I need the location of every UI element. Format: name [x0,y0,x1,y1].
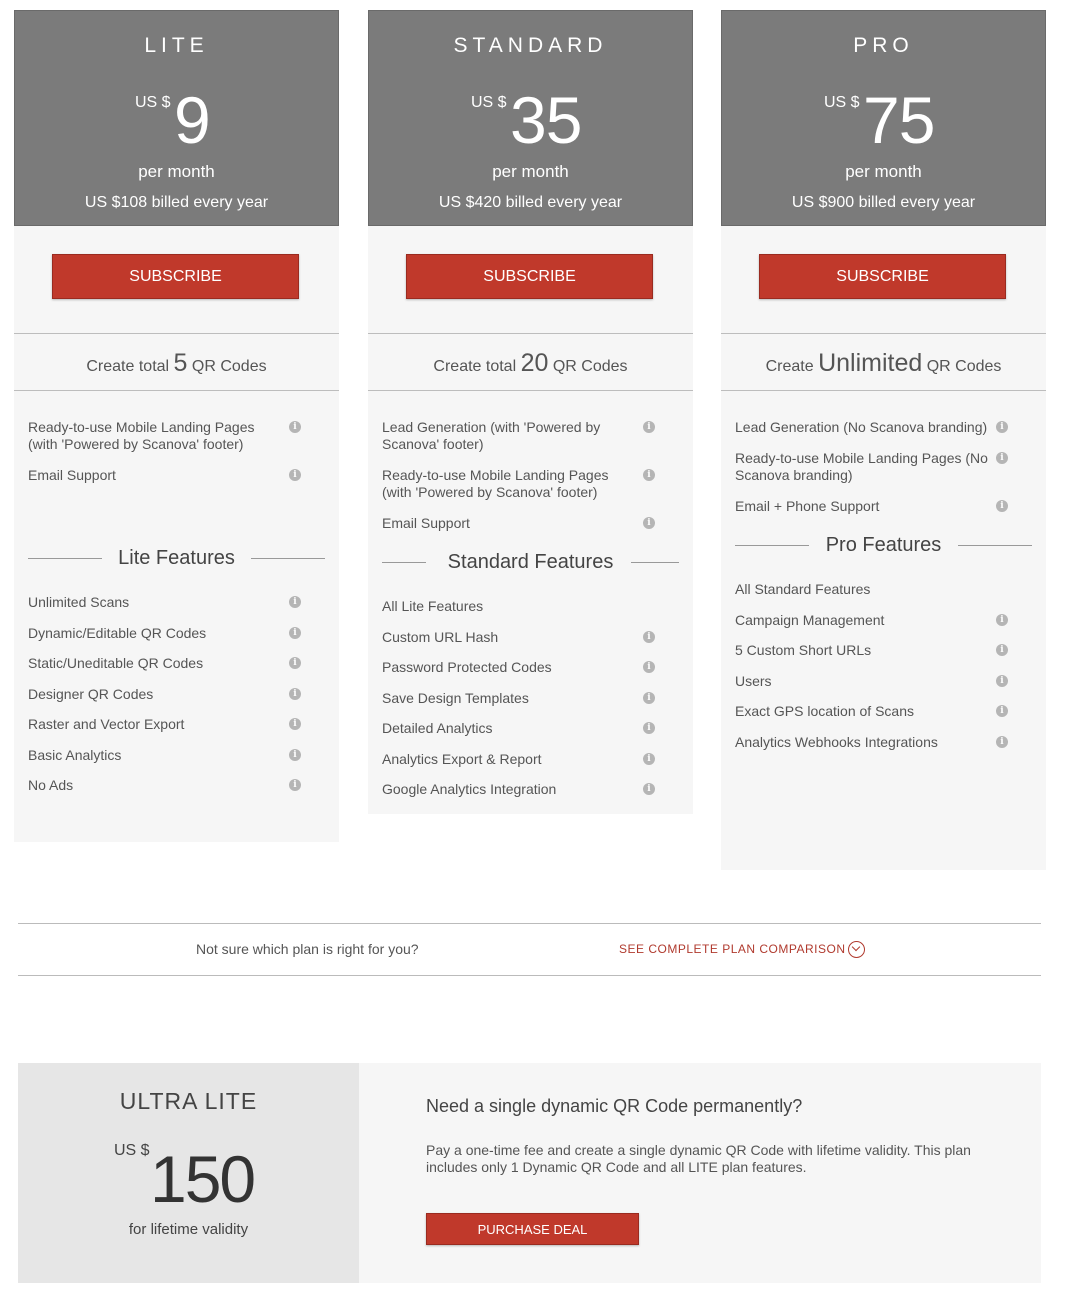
feature-label: Users [735,672,772,689]
price-amount: 9 [174,83,210,157]
feature-item [28,716,325,733]
feature-label: Unlimited Scans [28,594,130,610]
info-icon[interactable]: i [643,783,655,795]
feature-item [382,467,679,501]
features-section-title [721,533,1046,557]
price [721,83,1046,158]
feature-item [382,751,679,768]
features-section-title [368,550,693,574]
feature-item [735,612,1032,629]
plan-name: LITE [144,34,209,57]
info-icon[interactable]: i [289,627,301,639]
info-icon[interactable]: i [996,705,1008,717]
feature-label: Static/Uneditable QR Codes [28,655,204,671]
qr-code-quota [14,334,339,391]
info-icon[interactable]: i [289,657,301,669]
quota-suffix: QR Codes [926,358,1002,375]
feature-item [28,419,325,453]
comparison-question: Not sure which plan is right for you? [196,941,419,957]
feature-label: Ready-to-use Mobile Landing Pages (with 'Powered by Scanova' footer) [28,419,255,452]
feature-item [735,703,1032,720]
plan-card-standard [368,10,693,814]
info-icon[interactable]: i [289,718,301,730]
feature-item [28,747,325,764]
feature-label: Email + Phone Support [735,498,880,514]
quota-count: Unlimited [818,349,923,377]
feature-label: Lead Generation (No Scanova branding) [735,419,988,435]
info-icon[interactable]: i [289,421,301,433]
price-amount: 75 [863,83,935,157]
ultra-lite-panel [18,1063,1041,1283]
info-icon[interactable]: i [996,675,1008,687]
feature-item [28,686,325,703]
feature-label: Lead Generation (with 'Powered by Scanova' footer) [382,419,601,452]
feature-item [382,515,679,532]
feature-label: Analytics Export & Report [382,750,542,767]
price-period: per month [138,162,215,181]
billing-note: US $900 billed every year [791,194,976,211]
plan-name: STANDARD [453,34,608,57]
divider-line [28,558,102,559]
purchase-deal-button[interactable]: PURCHASE DEAL [426,1213,639,1245]
feature-label: Detailed Analytics [382,720,493,736]
price-amount: 35 [510,83,582,157]
feature-label: Designer QR Codes [28,685,154,702]
price [14,83,339,158]
info-icon[interactable]: i [996,500,1008,512]
base-feature-list [721,391,1046,515]
price-currency: US $ [471,94,507,111]
info-icon[interactable]: i [643,722,655,734]
info-icon[interactable]: i [289,596,301,608]
feature-item [735,673,1032,690]
feature-label: Raster and Vector Export [28,716,185,732]
divider-line [958,545,1032,546]
qr-code-quota [721,334,1046,391]
ultra-lite-heading: Need a single dynamic QR Code permanently? [426,1096,803,1116]
divider-line [631,562,679,563]
ultra-lite-description: Pay a one-time fee and create a single dynamic QR Code with lifetime validity. This plan includes only 1 Dynamic QR Code and all LITE plan features. [426,1142,971,1175]
info-icon[interactable]: i [996,644,1008,656]
plan-comparison-bar [18,923,1041,976]
feature-label: Ready-to-use Mobile Landing Pages (with 'Powered by Scanova' footer) [382,467,609,500]
subscribe-area [14,226,339,334]
plan-header [721,10,1046,226]
feature-item [28,594,325,611]
feature-item [382,781,679,798]
price-currency: US $ [114,1142,150,1159]
info-icon[interactable]: i [289,469,301,481]
divider-line [382,562,426,563]
feature-item [382,720,679,737]
feature-item [735,450,1032,484]
feature-label: Campaign Management [735,611,885,628]
feature-item [735,642,1032,659]
info-icon[interactable]: i [289,749,301,761]
subscribe-button[interactable]: SUBSCRIBE [52,254,299,299]
quota-count: 20 [520,349,549,377]
quota-prefix: Create [765,358,814,375]
info-icon[interactable]: i [643,469,655,481]
feature-item [28,467,325,484]
quota-prefix: Create total [86,358,170,375]
quota-suffix: QR Codes [552,358,628,375]
feature-label: All Lite Features [382,598,484,614]
feature-label: Custom URL Hash [382,628,499,645]
plan-name: PRO [853,34,914,57]
plan-header [14,10,339,226]
quota-suffix: QR Codes [191,358,267,375]
info-icon[interactable]: i [643,753,655,765]
feature-label: Email Support [382,515,470,531]
divider-line [735,545,809,546]
subscribe-button[interactable]: SUBSCRIBE [406,254,653,299]
plan-feature-list [721,557,1046,751]
feature-item [382,598,679,615]
price-period: per month [492,162,569,181]
plan-name: ULTRA LITE [119,1088,258,1114]
info-icon[interactable]: i [643,631,655,643]
ultra-lite-price-box [18,1063,359,1283]
see-comparison-link[interactable]: SEE COMPLETE PLAN COMPARISON [619,942,846,956]
base-feature-list [368,391,693,532]
qr-code-quota [368,334,693,391]
plan-card-lite [14,10,339,842]
base-feature-list [14,391,339,484]
info-icon[interactable]: i [996,614,1008,626]
feature-label: Exact GPS location of Scans [735,703,914,719]
features-title: Lite Features [118,547,235,569]
feature-item [382,690,679,707]
info-icon[interactable]: i [289,688,301,700]
feature-label: All Standard Features [735,581,871,597]
info-icon[interactable]: i [643,421,655,433]
feature-label: No Ads [28,777,74,793]
feature-item [382,419,679,453]
subscribe-area [368,226,693,334]
feature-item [28,777,325,794]
info-icon[interactable]: i [996,736,1008,748]
feature-label: Basic Analytics [28,746,122,763]
feature-item [735,581,1032,598]
subscribe-area [721,226,1046,334]
validity-note: for lifetime validity [128,1221,249,1238]
feature-label: Email Support [28,467,116,483]
info-icon[interactable]: i [996,421,1008,433]
features-title: Pro Features [825,534,942,556]
price [368,83,693,158]
plan-card-pro [721,10,1046,870]
feature-item [382,629,679,646]
info-icon[interactable]: i [996,452,1008,464]
feature-item [382,659,679,676]
feature-label: Analytics Webhooks Integrations [735,733,938,750]
feature-item [735,734,1032,751]
feature-item [28,655,325,672]
feature-label: Save Design Templates [382,689,529,706]
feature-item [28,625,325,642]
feature-item [735,419,1032,436]
chevron-down-circle-icon[interactable] [848,941,865,958]
quota-prefix: Create total [433,358,517,375]
plan-feature-list [368,574,693,798]
features-section-title [14,546,339,570]
info-icon[interactable]: i [643,661,655,673]
divider-line [251,558,325,559]
feature-label: Google Analytics Integration [382,781,557,797]
plan-header [368,10,693,226]
feature-item [735,498,1032,515]
billing-note: US $108 billed every year [84,194,269,211]
info-icon[interactable]: i [643,517,655,529]
feature-label: Password Protected Codes [382,659,552,675]
plan-feature-list [14,570,339,794]
info-icon[interactable]: i [643,692,655,704]
info-icon[interactable]: i [289,779,301,791]
features-title: Standard Features [447,551,614,573]
price-currency: US $ [135,94,171,111]
feature-label: Dynamic/Editable QR Codes [28,624,207,641]
price-currency: US $ [824,94,860,111]
feature-label: 5 Custom Short URLs [735,642,872,658]
price-period: per month [845,162,922,181]
billing-note: US $420 billed every year [438,194,623,211]
subscribe-button[interactable]: SUBSCRIBE [759,254,1006,299]
quota-count: 5 [173,349,188,377]
feature-label: Ready-to-use Mobile Landing Pages (No Scanova branding) [735,450,988,483]
price-amount: 150 [150,1142,255,1216]
